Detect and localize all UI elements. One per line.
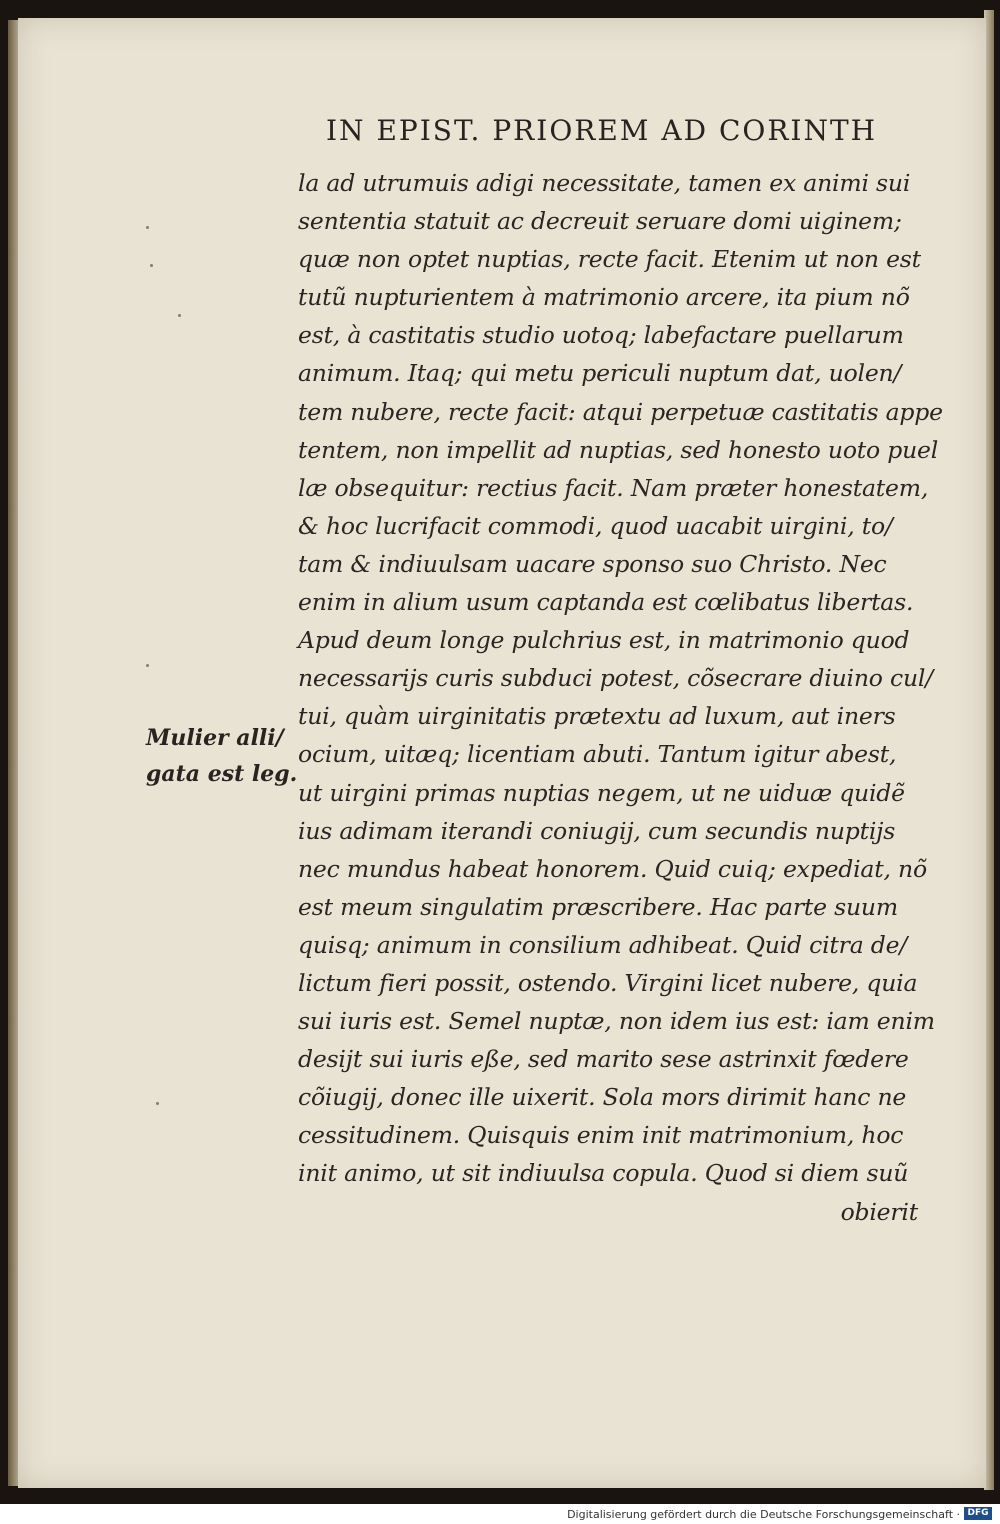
marginal-note-line: Mulier alli/ bbox=[146, 725, 284, 751]
text-line: Apud deum longe pulchrius est, in matrimonio quod bbox=[298, 626, 910, 655]
text-line: ius adimam iterandi coniugij, cum secundis nuptijs bbox=[298, 816, 896, 845]
text-line: necessarijs curis subduci potest, cõsecrare diuino cul/ bbox=[298, 664, 933, 693]
text-line: est, à castitatis studio uotoq; labefactare puellarum bbox=[298, 321, 904, 350]
text-line: læ obsequitur: rectius facit. Nam præter honestatem, bbox=[298, 473, 929, 502]
text-line: & hoc lucrifacit commodi, quod uacabit uirgini, to/ bbox=[298, 511, 893, 540]
text-line: quæ non optet nuptias, recte facit. Etenim ut non est bbox=[298, 245, 921, 274]
text-line: tui, quàm uirginitatis prætextu ad luxum, aut iners bbox=[298, 702, 896, 731]
text-line: cessitudinem. Quisquis enim init matrimonium, hoc bbox=[298, 1121, 904, 1150]
text-line: sententia statuit ac decreuit seruare domi uiginem; bbox=[298, 207, 902, 236]
marginal-note-line: gata est leg. bbox=[146, 761, 298, 787]
text-line: tentem, non impellit ad nuptias, sed honesto uoto puel bbox=[298, 435, 939, 464]
text-line: cõiugij, donec ille uixerit. Sola mors dirimit hanc ne bbox=[298, 1083, 907, 1112]
text-line: ocium, uitæq; licentiam abuti. Tantum igitur abest, bbox=[298, 740, 897, 769]
text-line: desijt sui iuris eße, sed marito sese astrinxit fœdere bbox=[298, 1045, 909, 1074]
body-text bbox=[298, 164, 943, 1231]
text-line: animum. Itaq; qui metu periculi nuptum dat, uolen/ bbox=[298, 359, 902, 388]
marginal-note bbox=[146, 720, 296, 792]
text-line: nec mundus habeat honorem. Quid cuiq; expediat, nõ bbox=[298, 854, 927, 883]
paper-speck bbox=[146, 226, 149, 229]
text-line: quisq; animum in consilium adhibeat. Quid citra de/ bbox=[298, 930, 908, 959]
text-line: est meum singulatim præscribere. Hac parte suum bbox=[298, 892, 898, 921]
paper-speck bbox=[156, 1102, 159, 1105]
text-line: sui iuris est. Semel nuptæ, non idem ius est: iam enim bbox=[298, 1007, 935, 1036]
text-line: tem nubere, recte facit: atqui perpetuæ castitatis appe bbox=[298, 397, 943, 426]
text-line: lictum fieri possit, ostendo. Virgini licet nubere, quia bbox=[298, 968, 918, 997]
text-line: tam & indiuulsam uacare sponso suo Christo. Nec bbox=[298, 549, 887, 578]
catchword: obierit bbox=[840, 1197, 918, 1226]
running-head: IN EPIST. PRIOREM AD CORINTH bbox=[326, 114, 878, 147]
text-line: tutũ nupturientem à matrimonio arcere, ita pium nõ bbox=[298, 283, 910, 312]
text-line: la ad utrumuis adigi necessitate, tamen ex animi sui bbox=[298, 169, 911, 197]
paper-speck bbox=[146, 664, 149, 667]
text-line: init animo, ut sit indiuulsa copula. Quod si diem suũ bbox=[298, 1159, 909, 1188]
paper-speck bbox=[178, 314, 181, 317]
text-line: ut uirgini primas nuptias negem, ut ne uiduæ quidẽ bbox=[298, 778, 905, 807]
paper-speck bbox=[150, 264, 153, 267]
dfg-logo-icon: DFG bbox=[964, 1507, 992, 1520]
digitization-credit: Digitalisierung gefördert durch die Deutsche Forschungsgemeinschaft · bbox=[567, 1508, 960, 1521]
text-line: enim in alium usum captanda est cœlibatus libertas. bbox=[298, 588, 914, 617]
